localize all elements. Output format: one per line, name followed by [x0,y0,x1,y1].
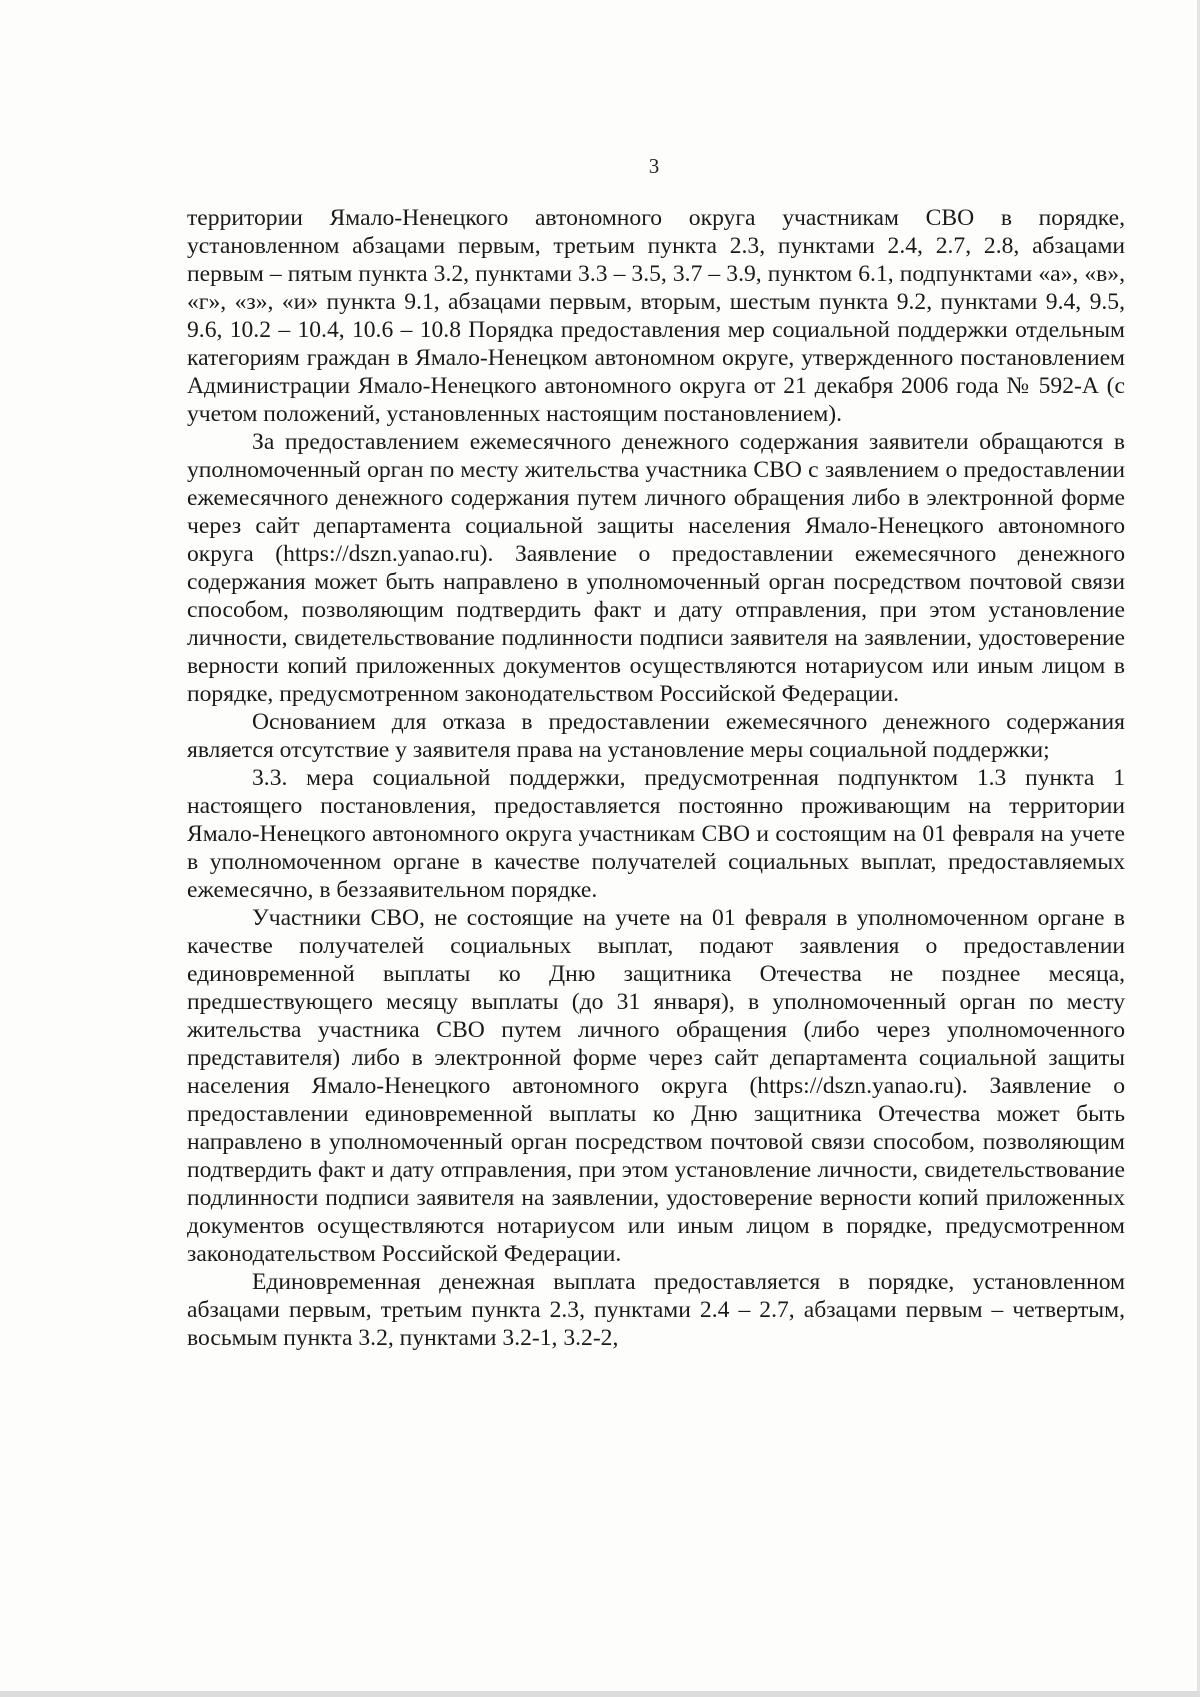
page-number: 3 [648,154,660,178]
paragraph-continuation: территории Ямало-Ненецкого автономного округа участникам СВО в порядке, установленном абзацами первым, третьим пункта 2.3, пунктами 2.4, 2.7, 2.8, абзацами первым – пятым пункта 3.2, пунктами 3.3 – 3.5, 3.7 – 3.9, пунктом 6.1, подпунктами «а», «в», «г», «з», «и» пункта 9.1, абзацами первым, вторым, шестым пункта 9.2, пунктами 9.4, 9.5, 9.6, 10.2 – 10.4, 10.6 – 10.8 Порядка предоставления мер социальной поддержки отдельным категориям граждан в Ямало-Ненецком автономном округе, утвержденного постановлением Администрации Ямало-Ненецкого автономного округа от 21 декабря 2006 года № 592-А (с учетом положений, установленных настоящим постановлением). [187,205,1125,427]
paragraph-clause-3-3: 3.3. мера социальной поддержки, предусмотренная подпунктом 1.3 пункта 1 настоящего постановления, предоставляется постоянно проживающим на территории Ямало-Ненецкого автономного округа участникам СВО и состоящим на 01 февраля на учете в уполномоченном органе в качестве получателей социальных выплат, предоставляемых ежемесячно, в беззаявительном порядке. [187,765,1125,903]
document-body [187,204,1125,1352]
paragraph-refusal-grounds: Основанием для отказа в предоставлении ежемесячного денежного содержания является отсутствие у заявителя права на установление меры социальной поддержки; [187,709,1125,763]
scan-edge-bottom [0,1691,1200,1697]
paragraph-participants-application: Участники СВО, не состоящие на учете на 01 февраля в уполномоченном органе в качестве получателей социальных выплат, подают заявления о предоставлении единовременной выплаты ко Дню защитника Отечества не позднее месяца, предшествующего месяцу выплаты (до 31 января), в уполномоченный орган по месту жительства участника СВО путем личного обращения (либо через уполномоченного представителя) либо в электронной форме через сайт департамента социальной защиты населения Ямало-Ненецкого автономного округа (https://dszn.yanao.ru). Заявление о предоставлении единовременной выплаты ко Дню защитника Отечества может быть направлено в уполномоченный орган посредством почтовой связи способом, позволяющим подтвердить факт и дату отправления, при этом установление личности, свидетельствование подлинности подписи заявителя на заявлении, удостоверение верности копий приложенных документов осуществляются нотариусом или иным лицом в порядке, предусмотренном законодательством Российской Федерации. [187,905,1125,1267]
paragraph-application-procedure: За предоставлением ежемесячного денежного содержания заявители обращаются в уполномоченный орган по месту жительства участника СВО с заявлением о предоставлении ежемесячного денежного содержания путем личного обращения либо в электронной форме через сайт департамента социальной защиты населения Ямало-Ненецкого автономного округа (https://dszn.yanao.ru). Заявление о предоставлении ежемесячного денежного содержания может быть направлено в уполномоченный орган посредством почтовой связи способом, позволяющим подтвердить факт и дату отправления, при этом установление личности, свидетельствование подлинности подписи заявителя на заявлении, удостоверение верности копий приложенных документов осуществляются нотариусом или иным лицом в порядке, предусмотренном законодательством Российской Федерации. [187,429,1125,707]
paragraph-one-time-payment: Единовременная денежная выплата предоставляется в порядке, установленном абзацами первым, третьим пункта 2.3, пунктами 2.4 – 2.7, абзацами первым – четвертым, восьмым пункта 3.2, пунктами 3.2-1, 3.2-2, [187,1269,1125,1351]
